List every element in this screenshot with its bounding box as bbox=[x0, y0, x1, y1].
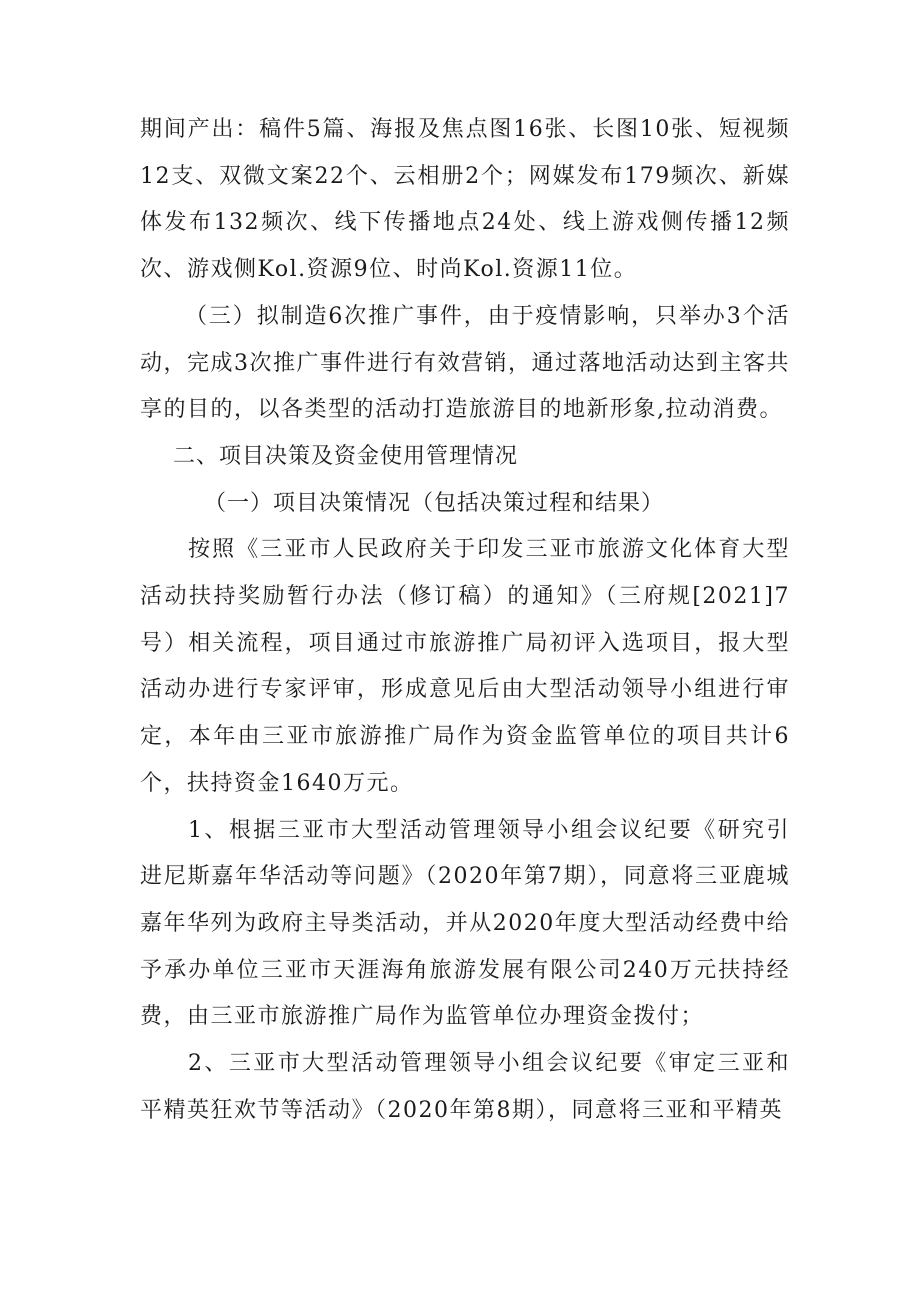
paragraph-output-summary: 期间产出：稿件5篇、海报及焦点图16张、长图10张、短视频12支、双微文案22个、云相册2个；网媒发布179频次、新媒体发布132频次、线下传播地点24处、线上游戏侧传播12频次、游戏侧Kol.资源9位、时尚Kol.资源11位。 bbox=[140, 117, 790, 283]
paragraph-item-1-carnival: 1、根据三亚市大型活动管理领导小组会议纪要《研究引进尼斯嘉年华活动等问题》（2020年第7期），同意将三亚鹿城嘉年华列为政府主导类活动，并从2020年度大型活动经费中给予承办单位三亚市天涯海角旅游发展有限公司240万元扶持经费，由三亚市旅游推广局作为监管单位办理资金拨付； bbox=[140, 817, 790, 1030]
paragraph-promotion-events: （三）拟制造6次推广事件，由于疫情影响，只举办3个活动，完成3次推广事件进行有效营销，通过落地活动达到主客共享的目的，以各类型的活动打造旅游目的地新形象,拉动消费。 bbox=[140, 303, 790, 423]
section-heading-decision-and-funds: 二、项目决策及资金使用管理情况 bbox=[173, 443, 519, 469]
paragraph-decision-process: 按照《三亚市人民政府关于印发三亚市旅游文化体育大型活动扶持奖励暂行办法（修订稿）的通知》（三府规[2021]7号）相关流程，项目通过市旅游推广局初评入选项目，报大型活动办进行专家评审，形成意见后由大型活动领导小组进行审定，本年由三亚市旅游推广局作为资金监管单位的项目共计6个，扶持资金1640万元。 bbox=[140, 537, 790, 796]
document-body bbox=[140, 107, 790, 1134]
subsection-heading-project-decision: （一）项目决策情况（包括决策过程和结果） bbox=[204, 490, 665, 516]
paragraph-item-2-peace-elite: 2、三亚市大型活动管理领导小组会议纪要《审定三亚和平精英狂欢节等活动》（2020年第8期），同意将三亚和平精英 bbox=[140, 1051, 790, 1123]
